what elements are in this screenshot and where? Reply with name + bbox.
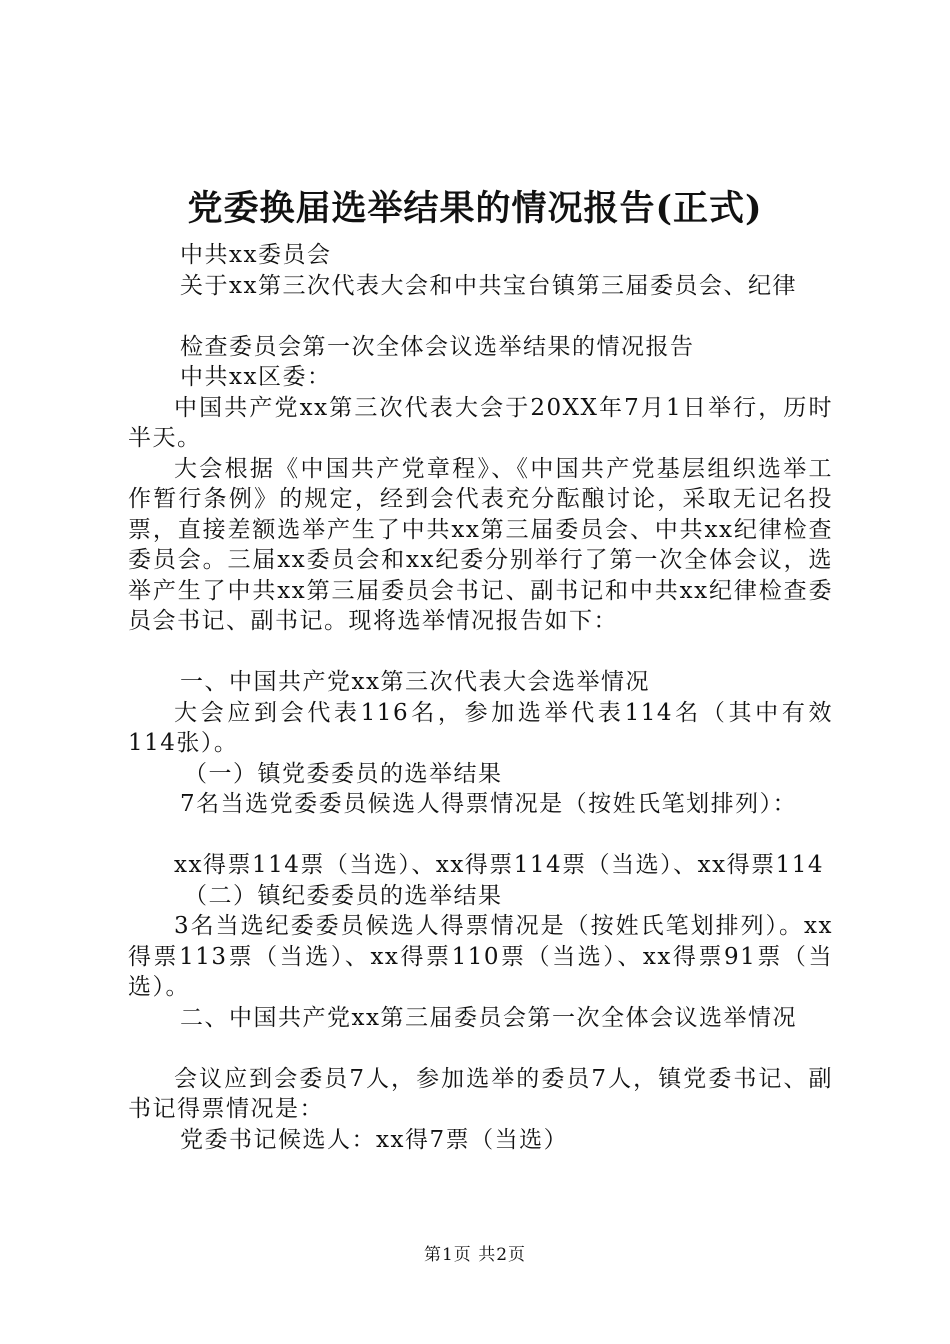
paragraph-8: 党委书记候选人：xx得7票（当选） bbox=[180, 1126, 569, 1153]
subsection-heading-2: （二）镇纪委委员的选举结果 bbox=[184, 882, 503, 909]
section-heading-2: 二、中国共产党xx第三届委员会第一次全体会议选举情况 bbox=[180, 1004, 797, 1031]
document-title: 党委换届选举结果的情况报告(正式) bbox=[187, 188, 763, 229]
header-org: 中共xx委员会 bbox=[180, 242, 332, 268]
paragraph-4: 7名当选党委委员候选人得票情况是（按姓氏笔划排列）： bbox=[180, 791, 798, 817]
spacer bbox=[128, 820, 833, 851]
paragraph-1: 中国共产党xx第三次代表大会于20XX年7月1日举行，历时半天。 bbox=[128, 394, 833, 451]
heading-line-1: 关于xx第三次代表大会和中共宝台镇第三届委员会、纪律 bbox=[180, 272, 797, 299]
subsection-heading-1: （一）镇党委委员的选举结果 bbox=[184, 760, 503, 787]
document-body bbox=[128, 240, 833, 1155]
paragraph-3: 大会应到会代表116名，参加选举代表114名（其中有效114张）。 bbox=[128, 699, 833, 756]
paragraph-7: 会议应到会委员7人，参加选举的委员7人，镇党委书记、副书记得票情况是： bbox=[128, 1065, 833, 1122]
salutation: 中共xx区委： bbox=[180, 364, 332, 390]
spacer bbox=[128, 637, 833, 668]
paragraph-2: 大会根据《中国共产党章程》、《中国共产党基层组织选举工作暂行条例》的规定，经到会代表充分酝酿讨论，采取无记名投票，直接差额选举产生了中共xx第三届委员会、中共xx纪律检查委员会。三届xx委员会和xx纪委分别举行了第一次全体会议，选举产生了中共xx第三届委员会书记、副书记和中共xx纪律检查委员会书记、副书记。现将选举情况报告如下： bbox=[128, 455, 833, 634]
page-footer: 第1页 共2页 bbox=[423, 1245, 527, 1265]
section-heading-1: 一、中国共产党xx第三次代表大会选举情况 bbox=[180, 669, 650, 695]
spacer bbox=[128, 1033, 833, 1064]
paragraph-5: xx得票114票（当选）、xx得票114票（当选）、xx得票114 bbox=[174, 852, 825, 878]
spacer bbox=[128, 301, 833, 332]
heading-line-2: 检查委员会第一次全体会议选举结果的情况报告 bbox=[180, 333, 695, 360]
paragraph-6: 3名当选纪委委员候选人得票情况是（按姓氏笔划排列）。xx得票113票（当选）、xx得票110票（当选）、xx得票91票（当选）。 bbox=[128, 913, 833, 1000]
